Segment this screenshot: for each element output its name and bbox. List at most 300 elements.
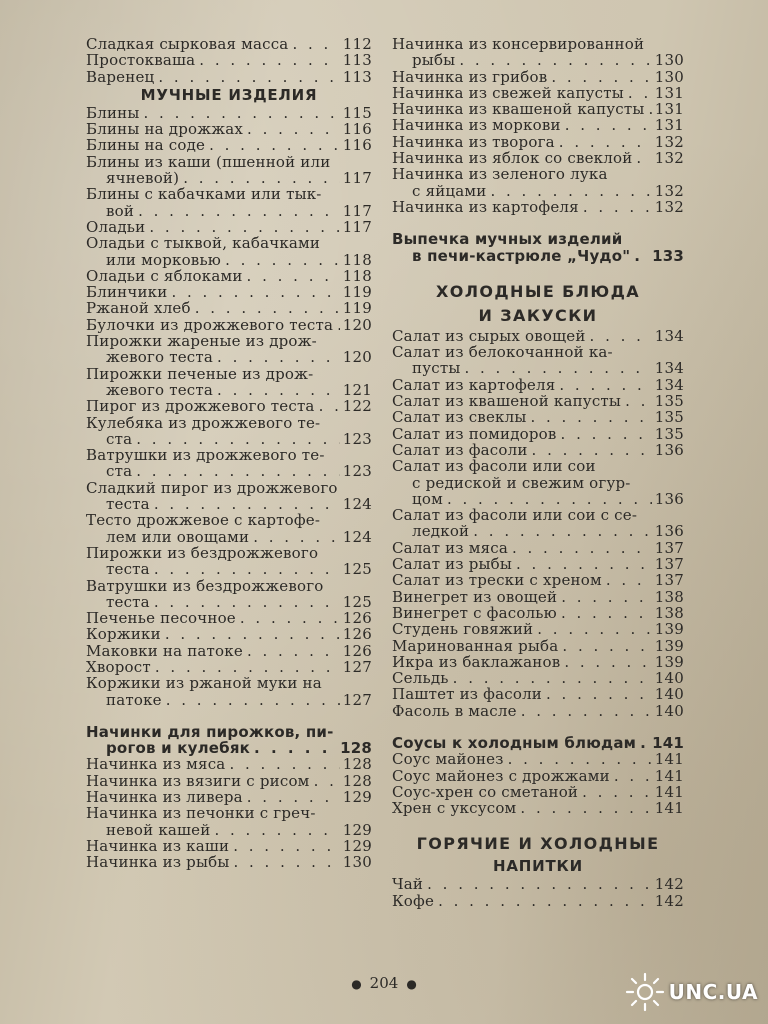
toc-entry — [86, 447, 372, 480]
toc-entry — [86, 219, 372, 235]
leader-dots — [247, 789, 340, 805]
toc-entry-title: Салат из мяса — [392, 538, 508, 557]
toc-entry-line — [392, 328, 684, 344]
toc-entry-line — [392, 85, 684, 101]
toc-entry — [392, 166, 684, 199]
toc-page-number: 128 — [342, 755, 372, 774]
toc-entry — [86, 756, 372, 772]
toc-page-number: 135 — [654, 424, 684, 443]
toc-page-number: 140 — [654, 669, 684, 688]
toc-entry — [392, 768, 684, 784]
toc-entry-title: с редиской и свежим огур- — [412, 473, 631, 492]
toc-page-number: 125 — [342, 560, 372, 579]
bullet-icon: ● — [351, 977, 362, 991]
toc-entry — [86, 52, 372, 68]
toc-entry-title: лем или овощами — [106, 527, 250, 546]
toc-entry-title: Соусы к холодным блюдам — [392, 733, 637, 752]
leader-dots — [447, 491, 652, 507]
toc-page-number: 124 — [342, 527, 372, 546]
toc-entry-line — [392, 442, 684, 458]
toc-entry-line — [392, 751, 684, 767]
toc-page-number: 138 — [654, 603, 684, 622]
toc-entry-line — [86, 219, 372, 235]
toc-entry — [392, 458, 684, 507]
toc-entry-title: патоке — [106, 690, 162, 709]
toc-page-number: 117 — [342, 201, 372, 220]
toc-entry-title: Начинка из каши — [86, 836, 230, 855]
toc-entry-title: Салат из сырых овощей — [392, 326, 586, 345]
toc-entry-title: Оладьи с яблоками — [86, 266, 243, 285]
toc-page-number: 136 — [654, 440, 684, 459]
toc-entry — [86, 854, 372, 870]
watermark — [625, 972, 758, 1012]
toc-entry-line — [392, 183, 684, 199]
toc-entry-title: вой — [106, 201, 135, 220]
toc-entry-title: Выпечка мучных изделий — [392, 230, 623, 249]
toc-entry — [392, 670, 684, 686]
toc-entry — [392, 876, 684, 892]
leader-dots — [154, 594, 340, 610]
toc-entry-title: жевого теста — [106, 348, 214, 367]
toc-entry-line — [392, 523, 684, 539]
toc-entry-line — [86, 268, 372, 284]
toc-entry — [392, 231, 684, 264]
toc-entry-title: Салат из фасоли или сои с се- — [392, 506, 638, 525]
leader-dots — [209, 137, 340, 153]
leader-dots — [640, 735, 649, 751]
leader-dots — [561, 589, 652, 605]
leader-dots — [247, 643, 340, 659]
leader-dots — [154, 561, 340, 577]
toc-entry-title: Соус майонез — [392, 750, 504, 769]
toc-entry-title: Начинка из вязиги с рисом — [86, 771, 310, 790]
leader-dots — [240, 610, 340, 626]
toc-entry-line — [392, 572, 684, 588]
toc-page-number: 132 — [654, 132, 684, 151]
toc-page-number: 131 — [654, 83, 684, 102]
toc-entry — [86, 69, 372, 85]
toc-entry-line — [392, 409, 684, 425]
leader-dots — [319, 398, 340, 414]
toc-entry-title: Блины — [86, 103, 140, 122]
toc-entry-title: Пирог из дрожжевого теста — [86, 397, 315, 416]
toc-entry — [86, 137, 372, 153]
toc-entry-line — [392, 876, 684, 892]
toc-entry-line — [86, 659, 372, 675]
toc-entry — [86, 398, 372, 414]
toc-entry-line — [86, 431, 372, 447]
leader-dots — [583, 199, 652, 215]
toc-entry-line — [392, 784, 684, 800]
toc-entry-line — [86, 463, 372, 479]
toc-page-number: 117 — [342, 169, 372, 188]
toc-entry — [392, 199, 684, 215]
toc-entry-title: Простокваша — [86, 51, 196, 70]
toc-entry-title: Начинка из свежей капусты — [392, 83, 624, 102]
section-heading: МУЧНЫЕ ИЗДЕЛИЯ — [140, 85, 318, 104]
leader-dots — [183, 170, 340, 186]
toc-entry-line — [86, 643, 372, 659]
toc-entry — [86, 284, 372, 300]
leader-dots — [229, 756, 339, 772]
toc-page-number: 133 — [652, 246, 684, 265]
leader-dots — [532, 442, 652, 458]
section-gap — [86, 708, 372, 724]
toc-entry-line — [392, 654, 684, 670]
toc-page-number: 134 — [654, 375, 684, 394]
toc-entry-line — [392, 52, 684, 68]
toc-page-number: 140 — [654, 685, 684, 704]
toc-entry-line — [86, 317, 372, 333]
toc-page-number: 112 — [342, 35, 372, 53]
toc-entry-title: Соус-хрен со сметаной — [392, 782, 579, 801]
toc-entry-title: теста — [106, 592, 150, 611]
toc-entry — [86, 121, 372, 137]
toc-right-column — [392, 36, 684, 909]
toc-entry-title: Хворост — [86, 657, 151, 676]
toc-entry-title: Блинчики — [86, 283, 168, 302]
toc-entry — [86, 36, 372, 52]
leader-dots — [530, 409, 651, 425]
toc-entry-line — [86, 170, 372, 186]
toc-entry-title: Блины с кабачками или тык- — [86, 185, 322, 204]
toc-page-number: 142 — [654, 891, 684, 910]
leader-dots — [247, 268, 340, 284]
toc-entry-line — [392, 703, 684, 719]
toc-entry-title: Кофе — [392, 891, 435, 910]
toc-page-number: 122 — [342, 397, 372, 416]
toc-entry — [392, 393, 684, 409]
toc-entry-line — [392, 605, 684, 621]
toc-entry-title: Блины на дрожжах — [86, 120, 244, 139]
leader-dots — [634, 248, 649, 264]
leader-dots — [590, 328, 652, 344]
toc-entry — [392, 572, 684, 588]
toc-entry-title: Начинка из рыбы — [86, 853, 230, 872]
toc-entry-title: Винегрет из овощей — [392, 587, 558, 606]
leader-dots — [427, 876, 652, 892]
toc-entry-title: Пирожки печеные из дрож- — [86, 364, 314, 383]
leader-dots — [138, 203, 340, 219]
leader-dots — [233, 838, 340, 854]
toc-entry-title: Блины из каши (пшенной или — [86, 152, 331, 171]
toc-entry-title: Пирожки жареные из дрож- — [86, 332, 317, 351]
toc-entry — [392, 36, 684, 69]
toc-entry-line — [392, 117, 684, 133]
leader-dots — [136, 431, 340, 447]
toc-entry — [392, 540, 684, 556]
toc-page-number: 137 — [654, 555, 684, 574]
toc-entry-title: Блины на соде — [86, 136, 206, 155]
toc-entry-line — [86, 382, 372, 398]
toc-entry-line — [86, 529, 372, 545]
toc-page-number: 130 — [342, 853, 372, 872]
toc-page-number: 139 — [654, 652, 684, 671]
toc-left-column — [86, 36, 372, 871]
toc-entry-title: Фасоль в масле — [392, 701, 517, 720]
toc-entry-title: Винегрет с фасолью — [392, 603, 557, 622]
toc-entry-title: рыбы — [412, 51, 456, 70]
leader-dots — [314, 773, 340, 789]
toc-entry-title: Паштет из фасоли — [392, 685, 542, 704]
toc-page-number: 120 — [342, 348, 372, 367]
toc-entry — [392, 101, 684, 117]
toc-entry-title: теста — [106, 560, 150, 579]
toc-entry — [86, 300, 372, 316]
toc-entry — [392, 556, 684, 572]
toc-entry-title: теста — [106, 495, 150, 514]
section-heading: НАПИТКИ — [493, 857, 583, 876]
toc-entry-title: Салат из свеклы — [392, 408, 527, 427]
toc-page-number: 134 — [654, 359, 684, 378]
toc-entry-line — [392, 670, 684, 686]
toc-page-number: 120 — [342, 315, 372, 334]
leader-dots — [453, 670, 652, 686]
toc-entry-title: Начинка из творога — [392, 132, 555, 151]
leader-dots — [217, 349, 340, 365]
toc-entry-line — [392, 621, 684, 637]
toc-entry-line — [86, 740, 372, 756]
leader-dots — [144, 105, 340, 121]
toc-entry — [392, 654, 684, 670]
toc-entry-line — [392, 377, 684, 393]
toc-page-number: 115 — [342, 103, 372, 122]
leader-dots — [582, 784, 652, 800]
toc-entry — [392, 735, 684, 751]
watermark-text: UNC.UA — [668, 980, 758, 1004]
toc-entry-title: Сельдь — [392, 669, 449, 688]
toc-entry — [392, 85, 684, 101]
toc-entry-line — [392, 69, 684, 85]
toc-page-number: 117 — [342, 217, 372, 236]
toc-page-number: 118 — [342, 266, 372, 285]
toc-entry-line — [392, 735, 684, 751]
toc-page-number: 113 — [342, 67, 372, 86]
toc-entry-line — [392, 893, 684, 909]
toc-entry-title: Салат из белокочанной ка- — [392, 343, 613, 362]
toc-entry-line — [86, 203, 372, 219]
toc-entry — [392, 784, 684, 800]
leader-dots — [649, 101, 652, 117]
toc-entry-title: Кулебяка из дрожжевого те- — [86, 413, 321, 432]
toc-page-number: 141 — [654, 782, 684, 801]
toc-entry — [86, 838, 372, 854]
toc-entry-title: цом — [412, 489, 443, 508]
toc-entry-title: Печенье песочное — [86, 609, 236, 628]
toc-entry-line — [86, 496, 372, 512]
toc-entry-title: Начинка из картофеля — [392, 197, 579, 216]
toc-entry-title: Соус майонез с дрожжами — [392, 766, 610, 785]
bullet-icon: ● — [406, 977, 417, 991]
leader-dots — [154, 496, 340, 512]
toc-entry-line — [86, 610, 372, 626]
leader-dots — [636, 150, 651, 166]
toc-page-number: 128 — [340, 739, 372, 758]
toc-entry-title: Начинка из мяса — [86, 755, 226, 774]
toc-entry-title: Начинка из печонки с греч- — [86, 804, 316, 823]
toc-entry — [392, 134, 684, 150]
toc-entry — [86, 235, 372, 268]
toc-page-number: 129 — [342, 788, 372, 807]
toc-entry — [392, 426, 684, 442]
toc-page-number: 119 — [342, 299, 372, 318]
toc-page-number: 141 — [654, 750, 684, 769]
toc-entry — [392, 344, 684, 377]
toc-entry-title: Маринованная рыба — [392, 636, 559, 655]
leader-dots — [537, 621, 652, 637]
toc-entry-title: Начинка из квашеной капусты — [392, 100, 645, 119]
toc-entry-line — [392, 491, 684, 507]
toc-page-number: 127 — [342, 690, 372, 709]
toc-entry-line — [86, 822, 372, 838]
toc-entry — [86, 105, 372, 121]
toc-entry-line — [86, 838, 372, 854]
toc-entry-line — [86, 137, 372, 153]
toc-entry-title: Начинки для пирожков, пи- — [86, 722, 334, 741]
toc-entry-title: Начинка из ливера — [86, 788, 243, 807]
toc-entry-line — [392, 686, 684, 702]
leader-dots — [149, 219, 339, 235]
leader-dots — [459, 52, 651, 68]
leader-dots — [516, 556, 652, 572]
toc-entry-line — [86, 121, 372, 137]
toc-page-number: 128 — [342, 771, 372, 790]
toc-entry-title: с яйцами — [412, 181, 487, 200]
toc-page-number: 130 — [654, 67, 684, 86]
sun-logo-icon — [625, 972, 665, 1012]
toc-entry-line — [86, 284, 372, 300]
toc-entry-title: Начинка из консервированной — [392, 35, 645, 53]
toc-entry-title: ячневой) — [106, 169, 180, 188]
toc-entry-title: Ватрушки из дрожжевого те- — [86, 446, 325, 465]
toc-entry — [392, 117, 684, 133]
toc-entry-line — [86, 789, 372, 805]
toc-entry-line — [392, 556, 684, 572]
toc-page-number: 124 — [342, 495, 372, 514]
leader-dots — [233, 854, 339, 870]
toc-entry-line — [86, 756, 372, 772]
leader-dots — [195, 300, 340, 316]
toc-page-number: 129 — [342, 836, 372, 855]
toc-page-number: 136 — [654, 489, 684, 508]
toc-entry — [86, 789, 372, 805]
toc-entry — [86, 415, 372, 448]
leader-dots — [521, 703, 652, 719]
toc-entry-line — [392, 768, 684, 784]
leader-dots — [214, 822, 339, 838]
toc-page-number: 141 — [654, 799, 684, 818]
toc-entry-title: невой кашей — [106, 820, 211, 839]
toc-entry — [392, 605, 684, 621]
toc-entry-line — [392, 426, 684, 442]
leader-dots — [520, 800, 651, 816]
leader-dots — [565, 117, 652, 133]
toc-entry-title: Начинка из грибов — [392, 67, 548, 86]
section-heading: И ЗАКУСКИ — [478, 305, 598, 325]
leader-dots — [559, 377, 651, 393]
toc-page-number: 139 — [654, 620, 684, 639]
toc-entry-line — [86, 398, 372, 414]
toc-page-number: 123 — [342, 462, 372, 481]
toc-entry-line — [86, 594, 372, 610]
toc-entry-title: Оладьи — [86, 217, 146, 236]
toc-entry — [392, 507, 684, 540]
toc-page-number: 142 — [654, 875, 684, 894]
toc-page-number: 135 — [654, 408, 684, 427]
toc-page-number: 139 — [654, 636, 684, 655]
toc-entry — [86, 154, 372, 187]
toc-entry — [392, 69, 684, 85]
leader-dots — [614, 768, 652, 784]
toc-entry — [86, 545, 372, 578]
toc-entry-line — [392, 134, 684, 150]
toc-entry-title: ста — [106, 462, 133, 481]
leader-dots — [292, 36, 339, 52]
leader-dots — [337, 317, 340, 333]
toc-entry-line — [86, 105, 372, 121]
toc-entry — [86, 366, 372, 399]
toc-entry — [86, 626, 372, 642]
toc-page-number: 132 — [654, 181, 684, 200]
toc-page-number: 138 — [654, 587, 684, 606]
toc-entry-title: Начинка из яблок со свеклой — [392, 149, 633, 168]
toc-entry-title: Салат из помидоров — [392, 424, 557, 443]
toc-page-number: 136 — [654, 522, 684, 541]
leader-dots — [217, 382, 340, 398]
leader-dots — [158, 69, 339, 85]
toc-entry-title: ледкой — [412, 522, 470, 541]
toc-entry — [86, 659, 372, 675]
toc-entry — [86, 805, 372, 838]
toc-entry — [392, 686, 684, 702]
toc-page-number: 113 — [342, 51, 372, 70]
toc-entry — [392, 751, 684, 767]
toc-entry — [392, 800, 684, 816]
leader-dots — [254, 740, 337, 756]
section-gap — [392, 816, 684, 832]
leader-dots — [199, 52, 339, 68]
toc-entry-line — [86, 854, 372, 870]
toc-entry-title: Начинка из зеленого лука — [392, 165, 608, 184]
toc-entry-title: Булочки из дрожжевого теста — [86, 315, 334, 334]
toc-entry-title: Икра из баклажанов — [392, 652, 561, 671]
leader-dots — [438, 893, 652, 909]
leader-dots — [546, 686, 652, 702]
leader-dots — [564, 654, 651, 670]
toc-entry — [86, 480, 372, 513]
toc-entry-title: Студень говяжий — [392, 620, 534, 639]
toc-entry-line — [86, 52, 372, 68]
toc-entry — [392, 589, 684, 605]
leader-dots — [625, 393, 652, 409]
toc-entry-line — [86, 626, 372, 642]
toc-page-number: 118 — [342, 250, 372, 269]
toc-entry-line — [86, 69, 372, 85]
toc-entry-title: или морковью — [106, 250, 222, 269]
toc-entry — [86, 578, 372, 611]
toc-page-number: 141 — [652, 733, 684, 752]
section-heading: ГОРЯЧИЕ И ХОЛОДНЫЕ — [416, 834, 660, 854]
toc-entry — [86, 268, 372, 284]
toc-entry-line — [86, 561, 372, 577]
leader-dots — [561, 605, 652, 621]
toc-page-number: 132 — [654, 197, 684, 216]
toc-entry-title: Салат из квашеной капусты — [392, 392, 622, 411]
toc-entry-title: Сладкий пирог из дрожжевого — [86, 478, 338, 497]
toc-entry-title: Салат из фасоли или сои — [392, 457, 596, 476]
section-gap — [392, 264, 684, 280]
toc-entry-line — [392, 199, 684, 215]
